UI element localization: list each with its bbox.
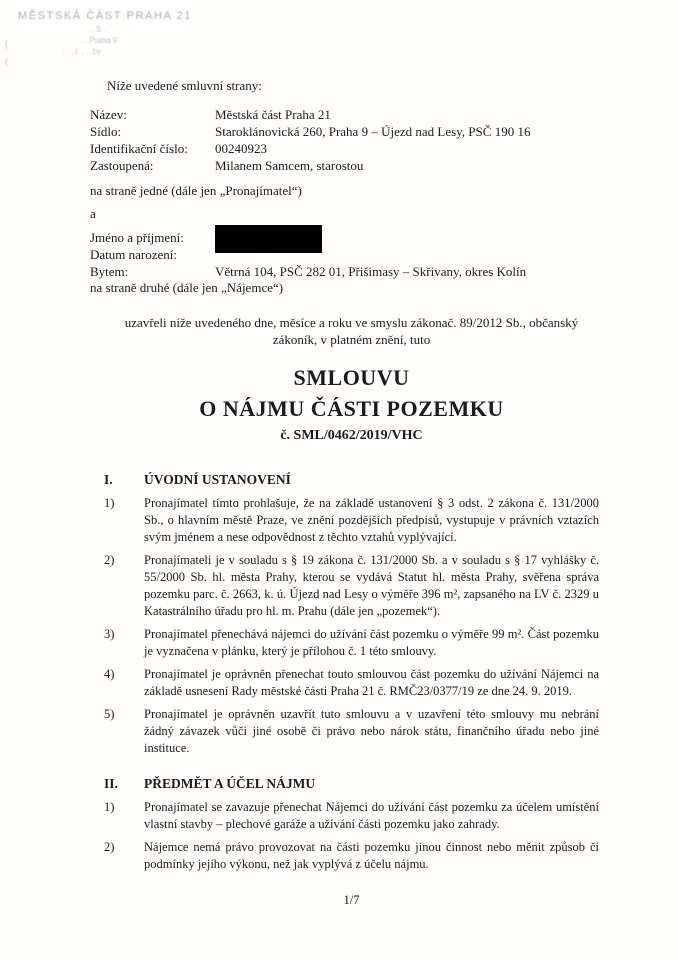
field-value: Větrná 104, PSČ 282 01, Přišimasy – Skřivany, okres Kolín [215,264,527,279]
paragraph-text: Nájemce nemá právo provozovat na části pozemku jinou činnost nebo měnit způsob či podmínky jejího výkonu, než jak vyplývá z účelu nájmu. [144,840,599,871]
stamp-line: , 5 . [92,25,106,34]
field-label: Jméno a příjmení: [90,230,184,245]
tenant-details [90,229,610,280]
landlord-row [90,140,610,157]
paragraph-number: 2) [104,840,115,854]
stamp-line: MĚSTSKÁ ČÁST PRAHA 21 [18,10,193,22]
document-title [104,362,599,444]
field-label: Identifikační číslo: [90,141,188,156]
field-label: Název: [90,107,127,122]
title-line-2: O NÁJMU ČÁSTI POZEMKU [199,396,504,421]
stamp-mark: ( [5,38,9,50]
tenant-row [90,246,610,263]
paragraph-number: 3) [104,627,115,641]
section-title: PŘEDMĚT A ÚČEL NÁJMU [144,776,316,791]
landlord-designation: na straně jedné (dále jen „Pronajímatel“) [90,183,302,198]
landlord-details [90,106,610,174]
redaction-box [215,225,322,253]
conjunction: a [90,206,96,221]
tenant-row [90,229,610,246]
section-uvodni-ustanoveni [104,471,599,757]
paragraph [104,552,599,620]
tenant-row [90,263,610,280]
field-label: Zastoupená: [90,158,154,173]
tenant-designation: na straně druhé (dále jen „Nájemce“) [90,280,284,295]
stamp-line: . . ,.l. . ...by [62,47,102,56]
paragraph [104,666,599,700]
paragraph-number: 1) [104,800,115,814]
section-title: ÚVODNÍ USTANOVENÍ [144,472,291,487]
paragraph-text: Pronajímatel tímto prohlašuje, že na základě ustanovení § 3 odst. 2 zákona č. 131/2000 Sb., o hlavním městě Praze, ve znění pozdějších předpisů, vystupuje v právních vztazích svým jménem a nese odpovědnost z těchto vztahů vyplývající. [144,496,599,544]
paragraph-text: Pronajímateli je v souladu s § 19 zákona č. 131/2000 Sb. a v souladu s § 17 vyhlášky č. 55/2000 Sb. hl. města Prahy, kterou se vydává Statut hl. města Prahy, svěřena správa pozemku parc. č. 2663, k. ú. Újezd nad Lesy o výměře 396 m², zapsaného na LV č. 2329 u Katastrálního úřadu pro hl. m. Prahu (dále jen „pozemek“). [144,553,599,618]
page-number: 1/7 [343,893,360,907]
title-line-1: SMLOUVU [293,365,410,390]
field-label: Sídlo: [90,124,122,139]
field-value: Milanem Samcem, starostou [215,158,364,173]
paragraph-text: Pronajímatel je oprávněn přenechat touto smlouvou část pozemku do užívání Nájemci na základě usnesení Rady městské části Praha 21 č. RMČ23/0377/19 ze dne 24. 9. 2019. [144,667,599,698]
contract-body [104,471,599,873]
paragraph [104,839,599,873]
paragraph [104,706,599,757]
field-value: Městská část Praha 21 [215,107,331,122]
preamble-closing: uzavřeli níže uvedeného dne, měsíce a roku ve smyslu zákonač. 89/2012 Sb., občanský zákoník, v platném znění, tuto [124,315,579,347]
landlord-row [90,157,610,174]
field-value: 00240923 [215,141,267,156]
paragraph-text: Pronajímatel je oprávněn uzavřít tuto smlouvu a v uzavření této smlouvy mu nebrání žádný závazek vůči jiné osobě či právo nebo nárok státu, finančního úřadu nebo jiné instituce. [144,707,599,755]
stamp-line: . .. Praha 9 [78,36,118,45]
office-stamp [18,10,192,56]
field-label: Bytem: [90,264,129,279]
paragraph-text: Pronajímatel přenechává nájemci do užívání část pozemku o výměře 99 m². Část pozemku je vyznačena v plánku, který je přílohou č. 1 této smlouvy. [144,627,599,658]
paragraph [104,799,599,833]
landlord-row [90,123,610,140]
section-numeral: I. [104,472,113,487]
paragraph-number: 5) [104,707,115,721]
paragraph-number: 2) [104,553,115,567]
field-label: Datum narození: [90,247,177,262]
paragraph-number: 1) [104,496,115,510]
paragraph-text: Pronajímatel se zavazuje přenechat Nájemci do užívání část pozemku za účelem umístění vlastní stavby – plechové garáže a užívání části pozemku jako zahrady. [144,800,599,831]
paragraph [104,626,599,660]
contract-number: č. SML/0462/2019/VHC [280,428,423,443]
field-value: Staroklánovická 260, Praha 9 – Újezd nad Lesy, PSČ 190 16 [215,124,531,139]
paragraph [104,495,599,546]
stamp-mark: ( [5,56,9,68]
paragraph-number: 4) [104,667,115,681]
section-predmet-a-ucel-najmu [104,775,599,873]
section-numeral: II. [104,776,118,791]
section-heading [104,775,599,792]
parties-intro: Níže uvedené smluvní strany: [107,78,262,93]
landlord-row [90,106,610,123]
section-heading [104,471,599,488]
